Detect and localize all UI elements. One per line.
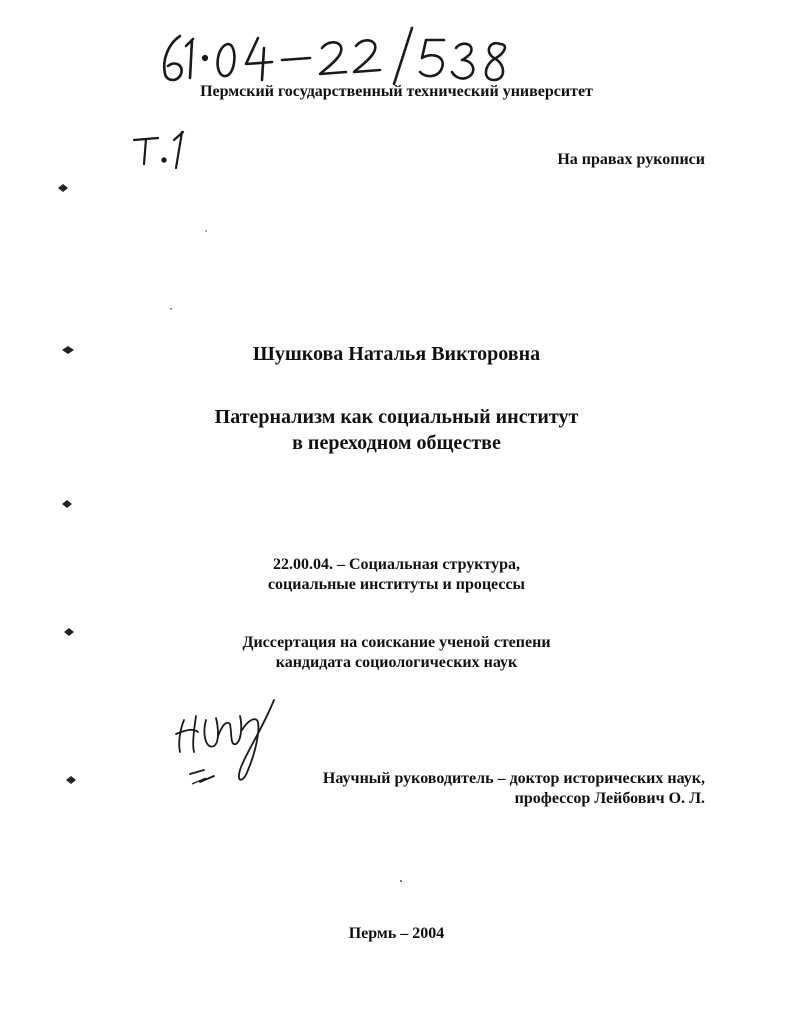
degree-line-1: Диссертация на соискание ученой степени: [242, 634, 551, 651]
handwritten-signature: [170, 690, 290, 800]
scan-dust: [170, 308, 172, 310]
dissertation-title-line-2: в переходном обществе: [292, 432, 501, 454]
supervisor-line-2: профессор Лейбович О. Л.: [514, 790, 705, 807]
pen-tick-mark: [190, 776, 210, 786]
supervisor-line-1: Научный руководитель – доктор исторических наук,: [322, 770, 705, 787]
dissertation-title-line-1: Патернализм как социальный институт: [214, 406, 579, 428]
author-name: Шушкова Наталья Викторовна: [252, 343, 541, 365]
binding-hole-mark: [60, 344, 76, 356]
scan-dust: [400, 880, 402, 882]
handwritten-archive-number: [150, 22, 530, 88]
specialty-line-2: социальные институты и процессы: [267, 576, 526, 593]
binding-hole-mark: [56, 182, 70, 194]
binding-hole-mark: [60, 498, 74, 510]
city-year: Пермь – 2004: [348, 925, 445, 942]
degree-line-2: кандидата социологических наук: [275, 654, 518, 671]
binding-hole-mark: [62, 626, 76, 638]
rights-note: На правах рукописи: [557, 151, 705, 168]
binding-hole-mark: [64, 774, 78, 786]
specialty-line-1: 22.00.04. – Социальная структура,: [272, 556, 521, 573]
handwritten-volume-mark: [128, 128, 198, 170]
scan-dust: [205, 230, 207, 232]
university-name: Пермский государственный технический университет: [200, 83, 593, 100]
